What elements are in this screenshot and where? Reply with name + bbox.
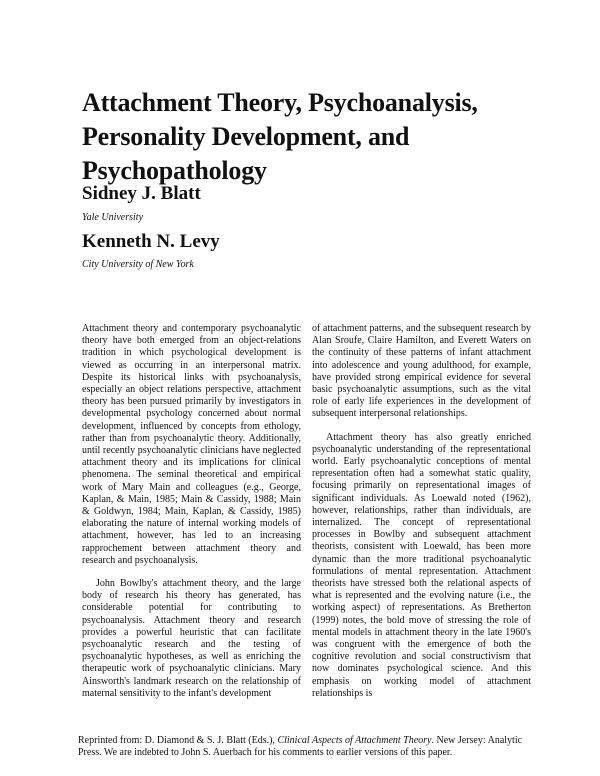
body-paragraph: Attachment theory and contemporary psychoanalytic theory have both emerged from an object-relations tradition in which psychological development is viewed as occurring in an interpersonal matrix. Despite its historical links with psychoanalysis, especially an object relations perspective, attachment theory has been pursued primarily by investigators in developmental psychology concerned about normal development, influenced by concepts from ethology, rather than from psychoanalytic theory. Additionally, until recently psychoanalytic clinicians have neglected attachment theory and its implications for clinical phenomena. The seminal theoretical and empirical work of Mary Main and colleagues (e.g., George, Kaplan, & Main, 1985; Main & Cassidy, 1988; Main & Goldwyn, 1984; Main, Kaplan, & Cassidy, 1985) elaborating the nature of internal working models of attachment, however, has led to an increasing rapprochement between attachment theory and research and psychoanalysis. <box>82 323 301 566</box>
author-affiliation: Yale University <box>82 212 144 223</box>
footnote <box>78 735 538 759</box>
body-column-left <box>82 323 301 700</box>
author-name: Kenneth N. Levy <box>82 231 220 252</box>
author-affiliation: City University of New York <box>82 259 194 270</box>
paper-title: Attachment Theory, Psychoanalysis, Personality Development, and Psychopathology <box>82 88 478 185</box>
body-paragraph: Attachment theory has also greatly enriched psychoanalytic understanding of the representational world. Early psychoanalytic conceptions of mental representation often had a somewhat static quality, focusing primarily on representational images of significant individuals. As Loewald noted (1962), however, relationships, rather than individuals, are internalized. The concept of representational processes in Bowlby and subsequent attachment theorists, consistent with Loewald, has been more dynamic than the more traditional psychoanalytic formulations of mental representation. Attachment theorists have stressed both the relational aspects of what is represented and the evolving nature (i.e., the working aspect) of representations. As Bretherton (1999) notes, the bold move of stressing the role of mental models in attachment theory in the late 1960's was congruent with the emergence of both the cognitive revolution and social constructivism that now dominates psychological science. And this emphasis on working model of attachment relationships is <box>312 431 531 699</box>
footnote-suffix: . New Jersey: Analytic Press. We are indebted to John S. Auerbach for his comments to earlier versions of this paper. <box>78 735 523 758</box>
footnote-book-title: Clinical Aspects of Attachment Theory <box>277 735 432 746</box>
body-paragraph: of attachment patterns, and the subsequent research by Alan Sroufe, Claire Hamilton, and Everett Waters on the continuity of these patterns of infant attachment into adolescence and young adulthood, for example, have provided strong empirical evidence for several basic psychoanalytic assumptions, such as the vital role of early life experiences in the development of subsequent interpersonal relationships. <box>312 323 531 420</box>
body-paragraph: John Bowlby's attachment theory, and the large body of research his theory has generated, has considerable potential for contributing to psychoanalysis. Attachment theory and research provides a powerful heuristic that can facilitate psychoanalytic research and the testing of psychoanalytic hypotheses, as well as enriching the therapeutic work of psychoanalytic clinicians. Mary Ainsworth's landmark research on the relationship of maternal sensitivity to the infant's development <box>82 578 301 699</box>
footnote-prefix: Reprinted from: D. Diamond & S. J. Blatt (Eds.), <box>78 735 278 746</box>
author-name: Sidney J. Blatt <box>82 183 201 204</box>
body-column-right <box>312 323 531 700</box>
